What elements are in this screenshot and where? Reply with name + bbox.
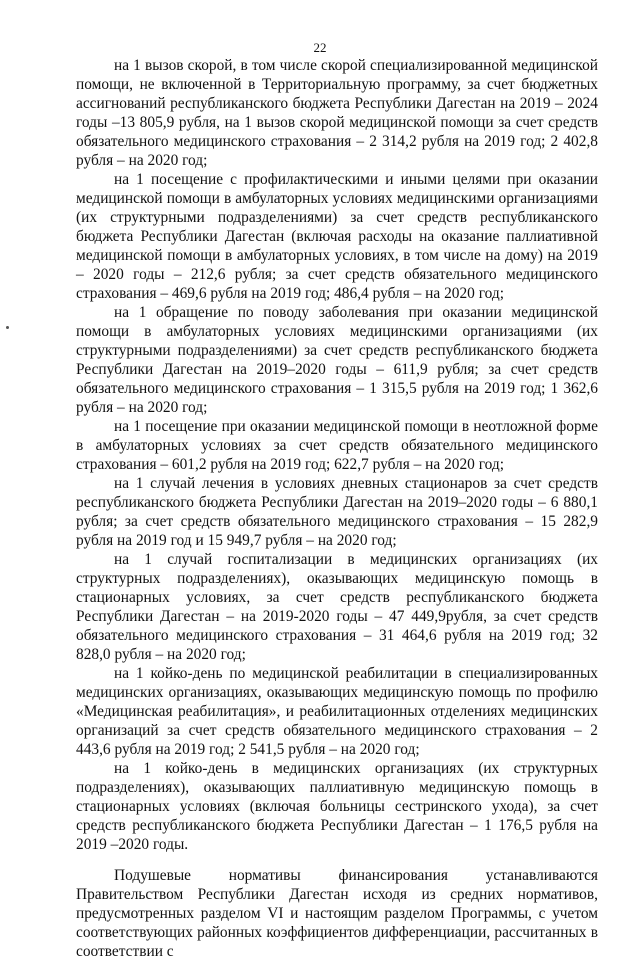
document-body bbox=[76, 56, 598, 961]
paragraph-per-capita-norms: Подушевые нормативы финансирования устанавливаются Правительством Республики Дагестан исходя из средних нормативов, предусмотренных разделом VI и настоящим разделом Программы, с учетом соответствующих районных коэффициентов дифференциации, рассчитанных в соответствии с bbox=[76, 867, 598, 960]
paragraph-palliative-bed-day: на 1 койко-день в медицинских организациях (их структурных подразделениях), оказывающих паллиативную медицинскую помощь в стационарных условиях (включая больницы сестринского ухода), за счет средств республиканского бюджета Республики Дагестан – 1 176,5 рубля на 2019 –2020 годы. bbox=[76, 760, 598, 853]
paragraph-day-hospital: на 1 случай лечения в условиях дневных стационаров за счет средств республиканского бюджета Республики Дагестан на 2019–2020 годы – 6 880,1 рубля; за счет средств обязательного медицинского страхования – 15 282,9 рубля на 2019 год и 15 949,7 рубля – на 2020 год; bbox=[76, 475, 598, 549]
paragraph-urgent-visit: на 1 посещение при оказании медицинской помощи в неотложной форме в амбулаторных условиях за счет средств обязательного медицинского страхования – 601,2 рубля на 2019 год; 622,7 рубля – на 2020 год; bbox=[76, 418, 598, 473]
paragraph-rehabilitation: на 1 койко-день по медицинской реабилитации в специализированных медицинских организациях, оказывающих медицинскую помощь по профилю «Медицинская реабилитация», и реабилитационных отделениях медицинских организаций за счет средств обязательного медицинского страхования – 2 443,6 рубля на 2019 год; 2 541,5 рубля – на 2020 год; bbox=[76, 665, 598, 758]
paragraph-disease-appeal: на 1 обращение по поводу заболевания при оказании медицинской помощи в амбулаторных условиях медицинскими организациями (их структурными подразделениями) за счет средств республиканского бюджета Республики Дагестан на 2019–2020 годы – 611,9 рубля; за счет средств обязательного медицинского страхования – 1 315,5 рубля на 2019 год; 1 362,6 рубля – на 2020 год; bbox=[76, 304, 598, 416]
paragraph-ambulance-call: на 1 вызов скорой, в том числе скорой специализированной медицинской помощи, не включенной в Территориальную программу, за счет бюджетных ассигнований республиканского бюджета Республики Дагестан на 2019 – 2024 годы –13 805,9 рубля, на 1 вызов скорой медицинской помощи за счет средств обязательного медицинского страхования – 2 314,2 рубля на 2019 год; 2 402,8 рубля – на 2020 год; bbox=[76, 57, 598, 169]
paragraph-hospitalization: на 1 случай госпитализации в медицинских организациях (их структурных подразделениях), оказывающих медицинскую помощь в стационарных условиях, за счет средств республиканского бюджета Республики Дагестан – на 2019-2020 годы – 47 449,9рубля, за счет средств обязательного медицинского страхования – 31 464,6 рубля на 2019 год; 32 828,0 рубля – на 2020 год; bbox=[76, 551, 598, 663]
margin-mark bbox=[6, 326, 9, 329]
page-number: 22 bbox=[313, 40, 327, 55]
paragraph-preventive-visit: на 1 посещение с профилактическими и иными целями при оказании медицинской помощи в амбулаторных условиях медицинскими организациями (их структурными подразделениями) за счет средств республиканского бюджета Республики Дагестан (включая расходы на оказание паллиативной медицинской помощи в амбулаторных условиях, в том числе на дому) на 2019 – 2020 годы – 212,6 рубля; за счет средств обязательного медицинского страхования – 469,6 рубля на 2019 год; 486,4 рубля – на 2020 год; bbox=[76, 171, 598, 302]
